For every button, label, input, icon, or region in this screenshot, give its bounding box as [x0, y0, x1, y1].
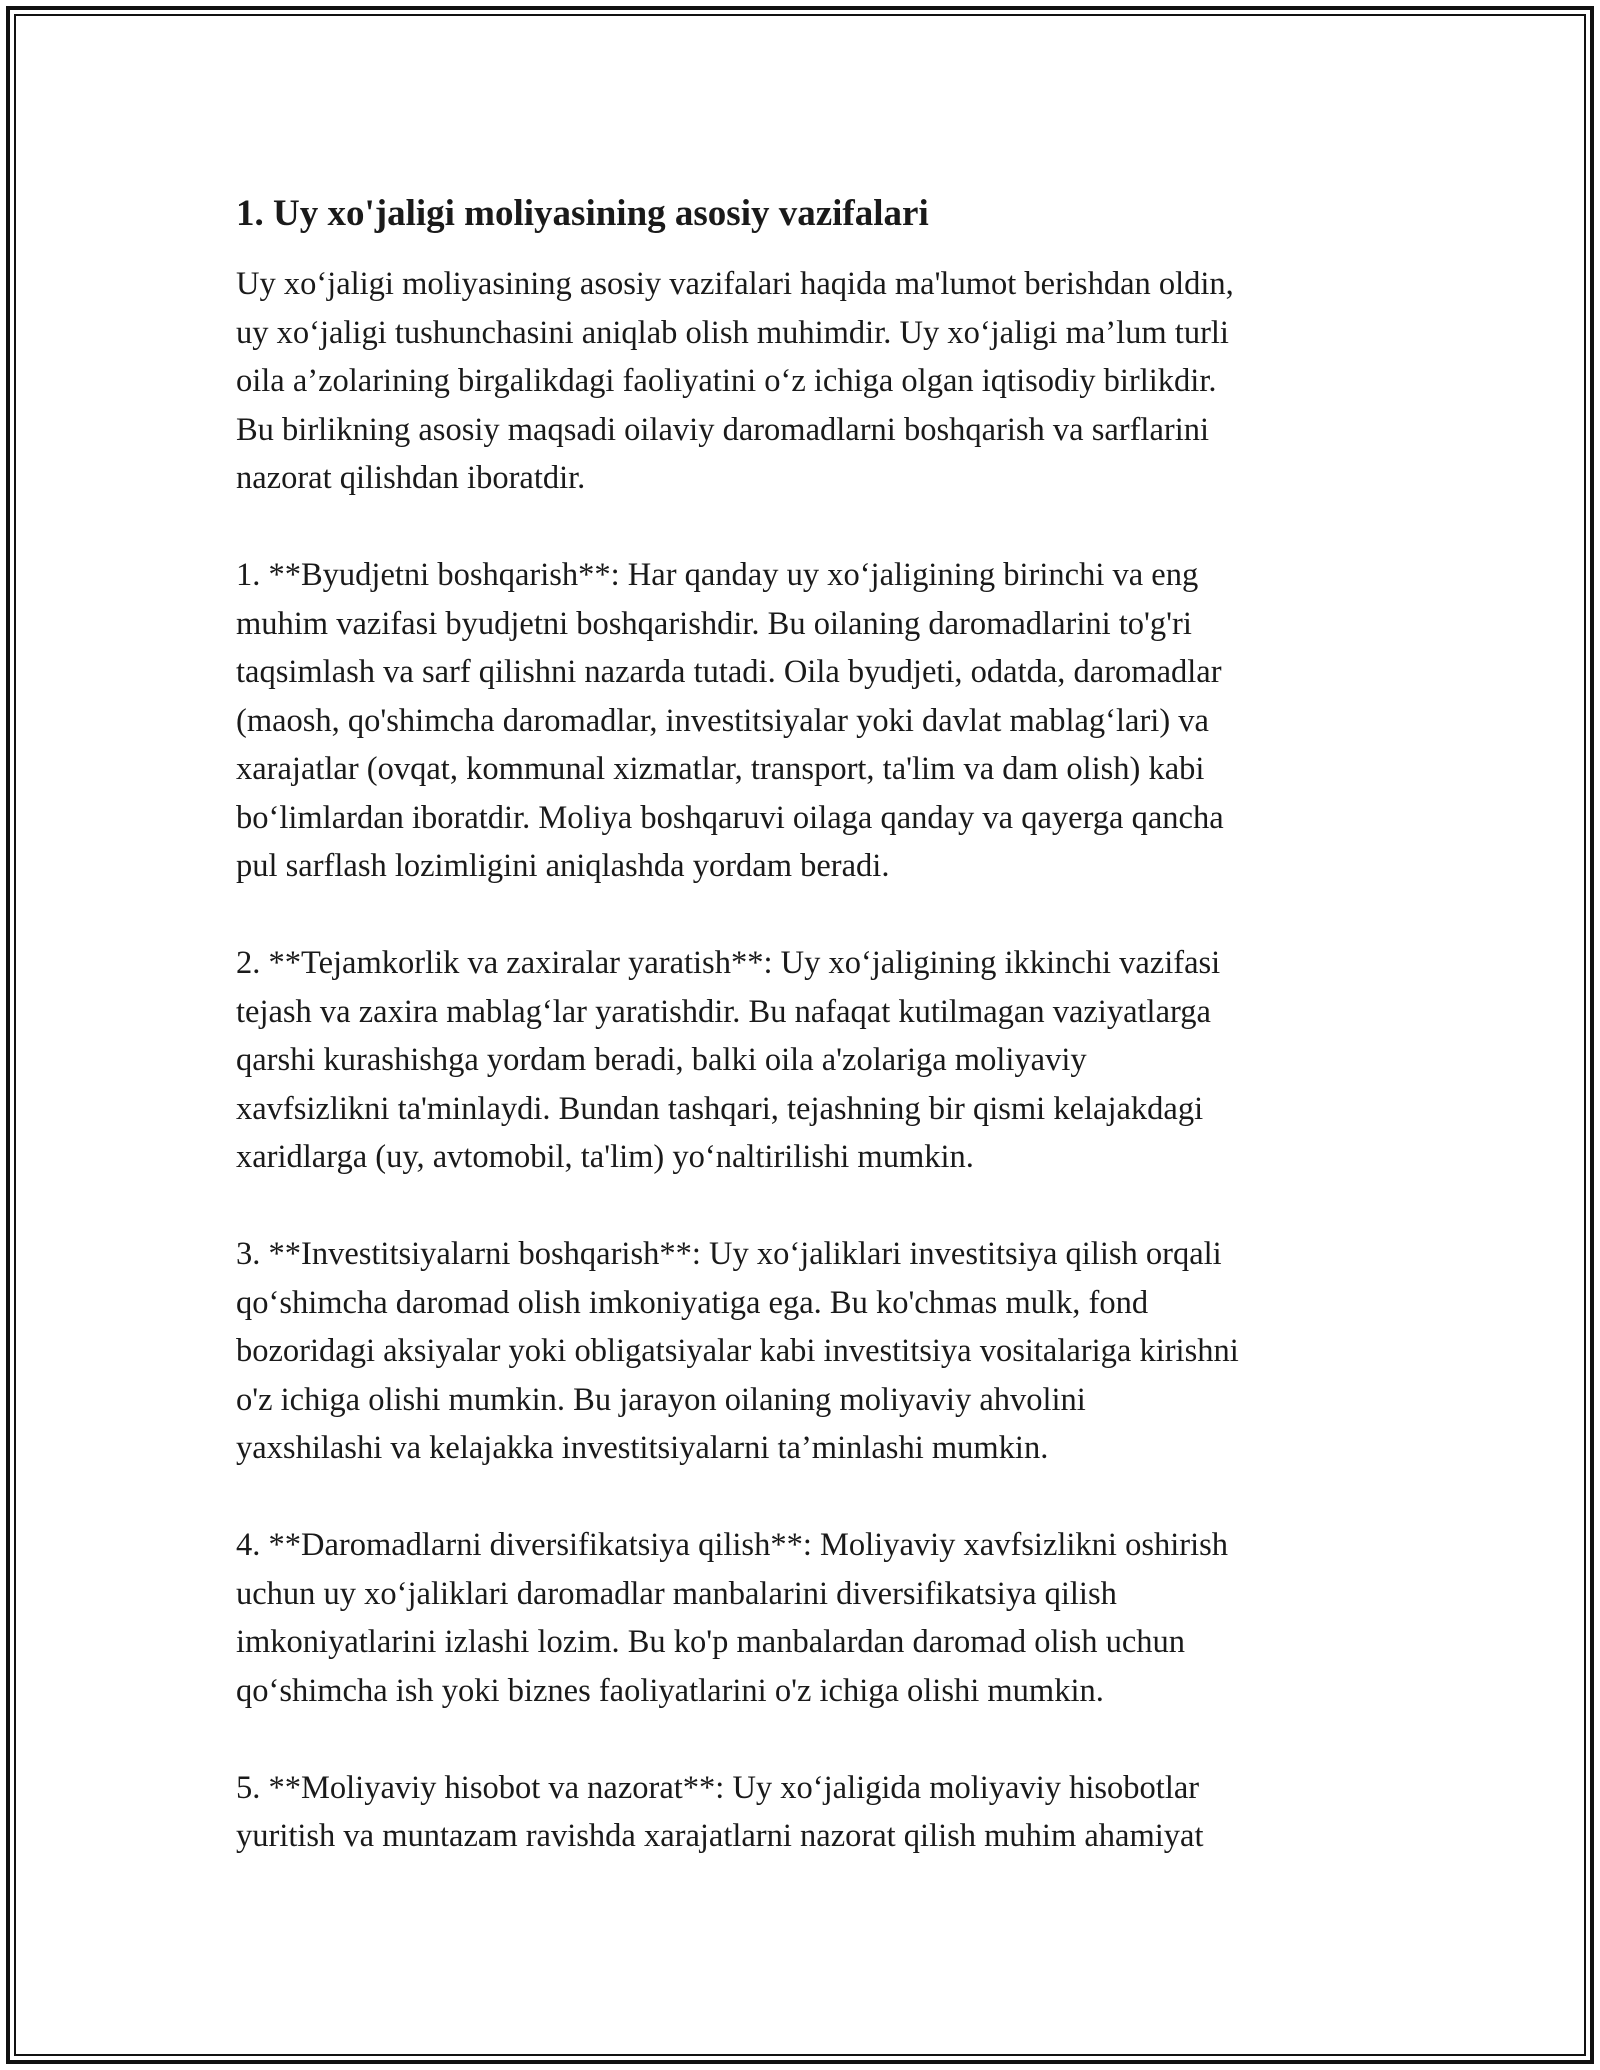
- text-line: muhim vazifasi byudjetni boshqarishdir. Bu oilaning daromadlarini to'g'ri: [236, 605, 1192, 642]
- text-line: 5. **Moliyaviy hisobot va nazorat**: Uy xo‘jaligida moliyaviy hisobotlar: [236, 1769, 1200, 1806]
- document-title: 1. Uy xo'jaligi moliyasining asosiy vazifalari: [236, 193, 929, 234]
- text-line: qarshi kurashishga yordam beradi, balki oila a'zolariga moliyaviy: [236, 1042, 1087, 1078]
- text-line: uchun uy xo‘jaliklari daromadlar manbalarini diversifikatsiya qilish: [236, 1575, 1117, 1612]
- text-line: xarajatlar (ovqat, kommunal xizmatlar, transport, ta'lim va dam olish) kabi: [236, 751, 1205, 787]
- text-line: pul sarflash lozimligini aniqlashda yordam beradi.: [236, 848, 890, 884]
- text-line: bozoridagi aksiyalar yoki obligatsiyalar kabi investitsiya vositalariga kirishni: [236, 1333, 1239, 1369]
- text-line: 4. **Daromadlarni diversifikatsiya qilish**: Moliyaviy xavfsizlikni oshirish: [236, 1527, 1229, 1563]
- text-line: Uy xo‘jaligi moliyasining asosiy vazifalari haqida ma'lumot berishdan oldin,: [236, 266, 1234, 302]
- text-line: (maosh, qo'shimcha daromadlar, investitsiyalar yoki davlat mablag‘lari) va: [236, 702, 1209, 739]
- text-line: 2. **Tejamkorlik va zaxiralar yaratish**: Uy xo‘jaligining ikkinchi vazifasi: [236, 945, 1221, 981]
- text-line: o'z ichiga olishi mumkin. Bu jarayon oilaning moliyaviy ahvolini: [236, 1381, 1086, 1418]
- list-item-reporting: [236, 1764, 1376, 1861]
- list-item-diversification: [236, 1521, 1376, 1715]
- text-line: yuritish va muntazam ravishda xarajatlarni nazorat qilish muhim ahamiyat: [236, 1818, 1204, 1854]
- list-item-budget: [236, 551, 1376, 891]
- document-body: [236, 186, 1376, 1909]
- text-line: xaridlarga (uy, avtomobil, ta'lim) yo‘naltirilishi mumkin.: [236, 1139, 974, 1175]
- text-line: qo‘shimcha ish yoki biznes faoliyatlarini o'z ichiga olishi mumkin.: [236, 1672, 1104, 1709]
- text-line: imkoniyatlarini izlashi lozim. Bu ko'p manbalardan daromad olish uchun: [236, 1624, 1186, 1660]
- text-line: 3. **Investitsiyalarni boshqarish**: Uy xo‘jaliklari investitsiya qilish orqali: [236, 1236, 1222, 1272]
- text-line: yaxshilashi va kelajakka investitsiyalarni ta’minlashi mumkin.: [236, 1430, 1049, 1466]
- text-line: uy xo‘jaligi tushunchasini aniqlab olish muhimdir. Uy xo‘jaligi ma’lum turli: [236, 314, 1229, 351]
- text-line: taqsimlash va sarf qilishni nazarda tutadi. Oila byudjeti, odatda, daromadlar: [236, 654, 1222, 690]
- intro-paragraph: [236, 260, 1376, 503]
- text-line: oila a’zolarining birgalikdagi faoliyatini o‘z ichiga olgan iqtisodiy birlikdir.: [236, 363, 1217, 399]
- text-line: tejash va zaxira mablag‘lar yaratishdir. Bu nafaqat kutilmagan vaziyatlarga: [236, 993, 1211, 1030]
- list-item-investments: [236, 1230, 1376, 1473]
- text-line: nazorat qilishdan iboratdir.: [236, 460, 586, 496]
- text-line: Bu birlikning asosiy maqsadi oilaviy daromadlarni boshqarish va sarflarini: [236, 411, 1210, 448]
- text-line: 1. **Byudjetni boshqarish**: Har qanday uy xo‘jaligining birinchi va eng: [236, 557, 1199, 593]
- list-item-savings: [236, 939, 1376, 1182]
- text-line: qo‘shimcha daromad olish imkoniyatiga ega. Bu ko'chmas mulk, fond: [236, 1284, 1149, 1321]
- text-line: xavfsizlikni ta'minlaydi. Bundan tashqari, tejashning bir qismi kelajakdagi: [236, 1090, 1204, 1127]
- text-line: bo‘limlardan iboratdir. Moliya boshqaruvi oilaga qanday va qayerga qancha: [236, 799, 1224, 836]
